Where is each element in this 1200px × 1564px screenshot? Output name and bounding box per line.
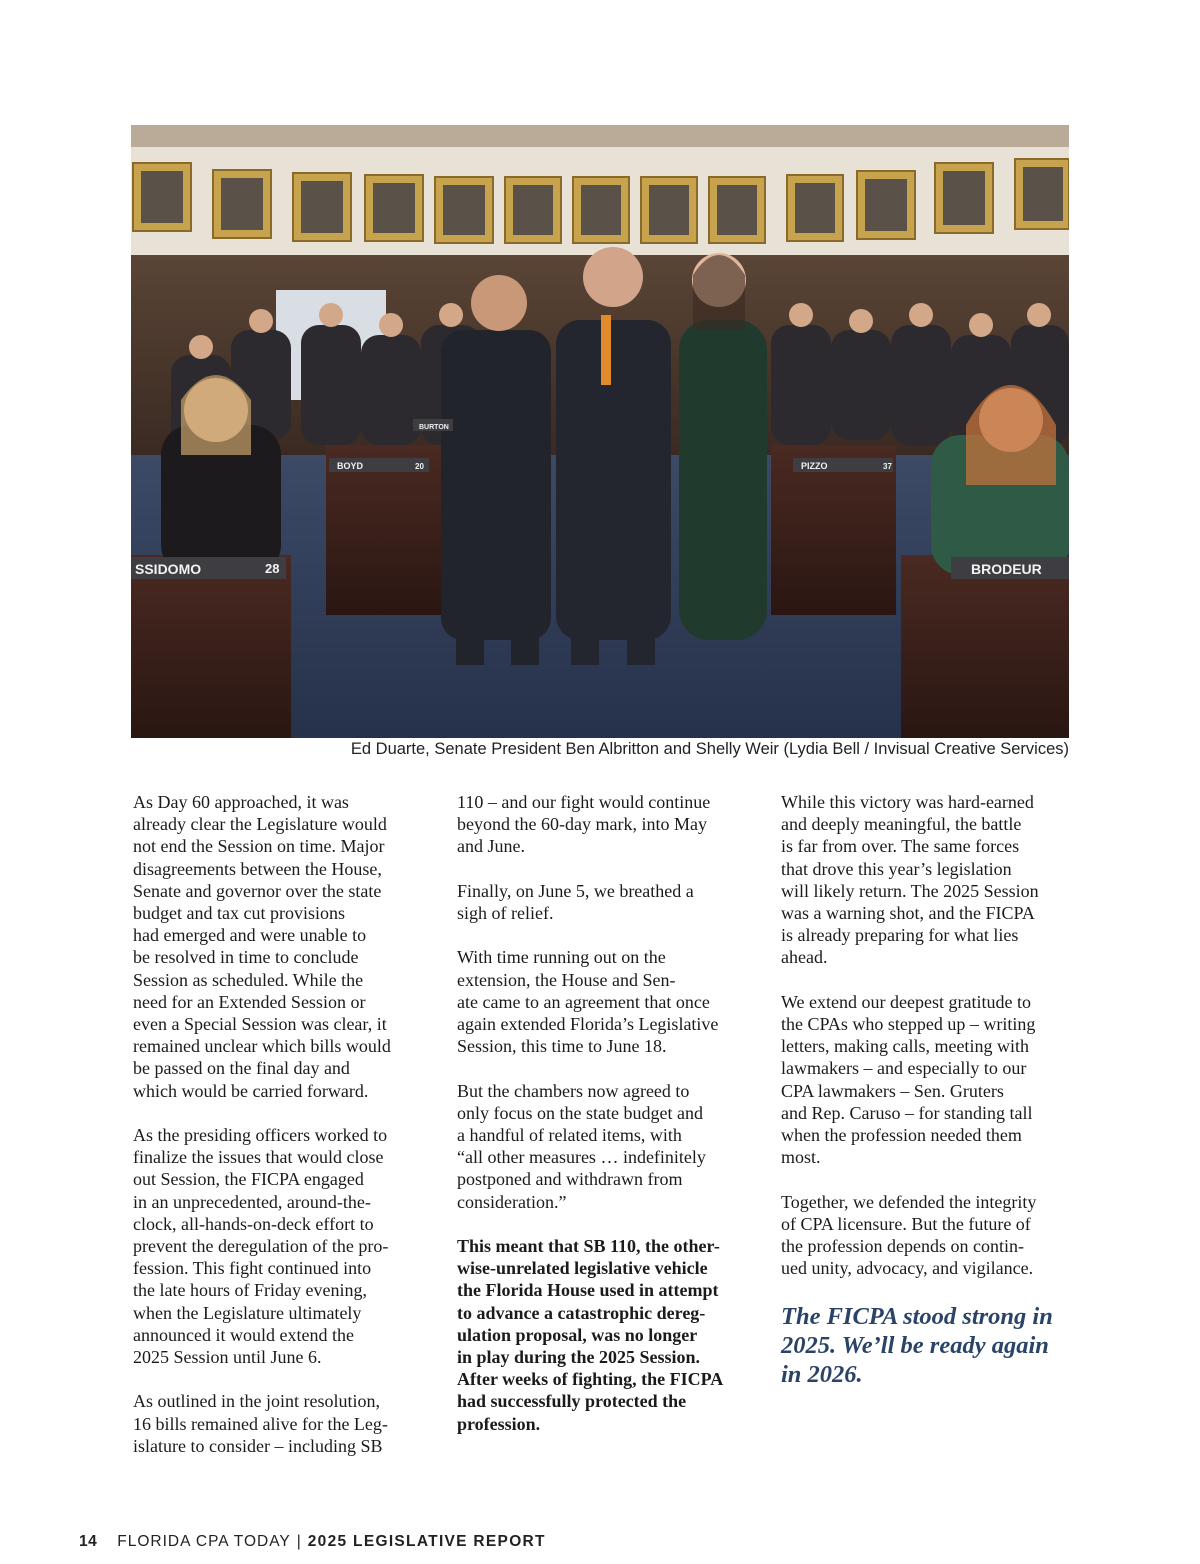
pull-quote: [781, 1302, 1081, 1389]
text-line: in an unprecedented, around-the-: [133, 1191, 371, 1212]
text-line: most.: [781, 1147, 821, 1168]
text-line: finalize the issues that would close: [133, 1147, 384, 1168]
text-line: clock, all-hands-on-deck effort to: [133, 1213, 374, 1234]
text-line: beyond the 60-day mark, into May: [457, 814, 707, 835]
text-line: disagreements between the House,: [133, 858, 382, 879]
paragraph: [133, 1124, 433, 1368]
text-line: lawmakers – and especially to our: [781, 1058, 1027, 1079]
text-line: islature to consider – including SB: [133, 1435, 383, 1456]
text-line: While this victory was hard-earned: [781, 792, 1034, 812]
text-line: of CPA licensure. But the future of: [781, 1213, 1031, 1234]
text-line: budget and tax cut provisions: [133, 903, 345, 924]
text-line: again extended Florida’s Legislative: [457, 1014, 719, 1034]
text-line: With time running out on the: [457, 947, 666, 968]
text-line: only focus on the state budget and: [457, 1102, 703, 1123]
text-line: As Day 60 approached, it was: [133, 792, 349, 812]
text-line: to advance a catastrophic dereg-: [457, 1302, 706, 1323]
text-line: not end the Session on time. Major: [133, 836, 385, 857]
text-line: is far from over. The same forces: [781, 836, 1020, 857]
text-line: profession.: [457, 1413, 541, 1434]
text-line: in play during the 2025 Session.: [457, 1347, 701, 1368]
paragraph: [781, 1191, 1081, 1280]
text-line: Session, this time to June 18.: [457, 1036, 667, 1057]
nameplate-boyd: BOYD: [337, 461, 364, 471]
nameplate-pizzo-number: 37: [883, 462, 892, 471]
text-line: “all other measures … indefinitely: [457, 1147, 706, 1168]
paragraph: [133, 791, 433, 1102]
text-line: be passed on the final day and: [133, 1058, 350, 1079]
text-line: letters, making calls, meeting with: [781, 1036, 1029, 1057]
text-line: But the chambers now agreed to: [457, 1080, 690, 1101]
text-line: announced it would extend the: [133, 1324, 354, 1345]
publication-name: FLORIDA CPA TODAY: [117, 1533, 291, 1550]
text-line: was a warning shot, and the FICPA: [781, 903, 1035, 924]
paragraph: [457, 880, 757, 924]
text-line: Session as scheduled. While the: [133, 969, 364, 990]
text-line: extension, the House and Sen-: [457, 969, 676, 990]
text-line: the profession depends on contin-: [781, 1236, 1024, 1257]
paragraph: [133, 1390, 433, 1457]
text-line: which would be carried forward.: [133, 1080, 369, 1101]
footer-separator: |: [296, 1533, 302, 1550]
page-number: 14: [79, 1533, 98, 1550]
text-line: Senate and governor over the state: [133, 880, 382, 901]
text-line: will likely return. The 2025 Session: [781, 880, 1039, 901]
nameplate-right-front: BRODEUR: [971, 561, 1042, 577]
text-line: is already preparing for what lies: [781, 925, 1019, 946]
text-line: and June.: [457, 836, 525, 857]
text-line: had successfully protected the: [457, 1391, 687, 1412]
text-line: the late hours of Friday evening,: [133, 1280, 367, 1301]
text-line: and Rep. Caruso – for standing tall: [781, 1102, 1033, 1123]
text-line: Finally, on June 5, we breathed a: [457, 880, 694, 901]
article-column-1: [133, 791, 433, 1479]
nameplate-pizzo: PIZZO: [801, 461, 828, 471]
text-line: We extend our deepest gratitude to: [781, 991, 1031, 1012]
text-line: The FICPA stood strong in: [781, 1302, 1053, 1330]
text-line: 110 – and our fight would continue: [457, 792, 711, 812]
text-line: even a Special Session was clear, it: [133, 1014, 387, 1035]
text-line: This meant that SB 110, the other-: [457, 1236, 720, 1256]
text-line: 2025 Session until June 6.: [133, 1347, 322, 1368]
nameplate-burton: BURTON: [419, 424, 449, 431]
chamber-photo-illustration: [131, 125, 1069, 738]
article-column-2: [457, 791, 757, 1457]
text-line: 16 bills remained alive for the Leg-: [133, 1413, 388, 1434]
text-line: ate came to an agreement that once: [457, 991, 710, 1012]
chamber-photo: [131, 125, 1069, 738]
text-line: As the presiding officers worked to: [133, 1125, 388, 1146]
text-line: ued unity, advocacy, and vigilance.: [781, 1258, 1034, 1279]
report-title: 2025 LEGISLATIVE REPORT: [307, 1533, 546, 1550]
text-line: postponed and withdrawn from: [457, 1169, 683, 1190]
text-line: a handful of related items, with: [457, 1125, 682, 1145]
text-line: consideration.”: [457, 1191, 567, 1212]
text-line: sigh of relief.: [457, 903, 554, 923]
text-line: out Session, the FICPA engaged: [133, 1169, 364, 1190]
text-line: wise-unrelated legislative vehicle: [457, 1258, 708, 1279]
paragraph: [457, 791, 757, 858]
nameplate-left-front-number: 28: [265, 561, 280, 576]
text-line: prevent the deregulation of the pro-: [133, 1236, 389, 1257]
text-line: remained unclear which bills would: [133, 1036, 391, 1057]
text-line: ahead.: [781, 947, 828, 968]
text-line: and deeply meaningful, the battle: [781, 814, 1022, 835]
text-line: the Florida House used in attempt: [457, 1280, 719, 1301]
text-line: Together, we defended the integrity: [781, 1191, 1037, 1212]
text-line: already clear the Legislature would: [133, 814, 387, 835]
paragraph: [457, 946, 757, 1057]
text-line: be resolved in time to conclude: [133, 947, 359, 968]
text-line: when the Legislature ultimately: [133, 1302, 362, 1323]
text-line: the CPAs who stepped up – writing: [781, 1014, 1036, 1035]
photo-caption: Ed Duarte, Senate President Ben Albritton and Shelly Weir (Lydia Bell / Invisual Creative Services): [350, 740, 1069, 758]
paragraph: [457, 1080, 757, 1213]
text-line: CPA lawmakers – Sen. Gruters: [781, 1080, 1004, 1101]
text-line: After weeks of fighting, the FICPA: [457, 1369, 724, 1390]
text-line: ulation proposal, was no longer: [457, 1324, 698, 1345]
text-line: in 2026.: [781, 1360, 863, 1388]
article-column-3: [781, 791, 1081, 1411]
nameplate-left-front: SSIDOMO: [135, 561, 202, 577]
bold-paragraph: [457, 1235, 757, 1435]
paragraph: [781, 791, 1081, 969]
page-footer: [79, 1533, 546, 1551]
text-line: 2025. We’ll be ready again: [781, 1331, 1049, 1359]
text-line: fession. This fight continued into: [133, 1258, 372, 1279]
text-line: need for an Extended Session or: [133, 991, 366, 1012]
nameplate-boyd-number: 20: [415, 462, 424, 471]
text-line: had emerged and were unable to: [133, 925, 367, 946]
text-line: As outlined in the joint resolution,: [133, 1391, 380, 1412]
paragraph: [781, 991, 1081, 1169]
text-line: that drove this year’s legislation: [781, 858, 1012, 879]
text-line: when the profession needed them: [781, 1125, 1022, 1146]
